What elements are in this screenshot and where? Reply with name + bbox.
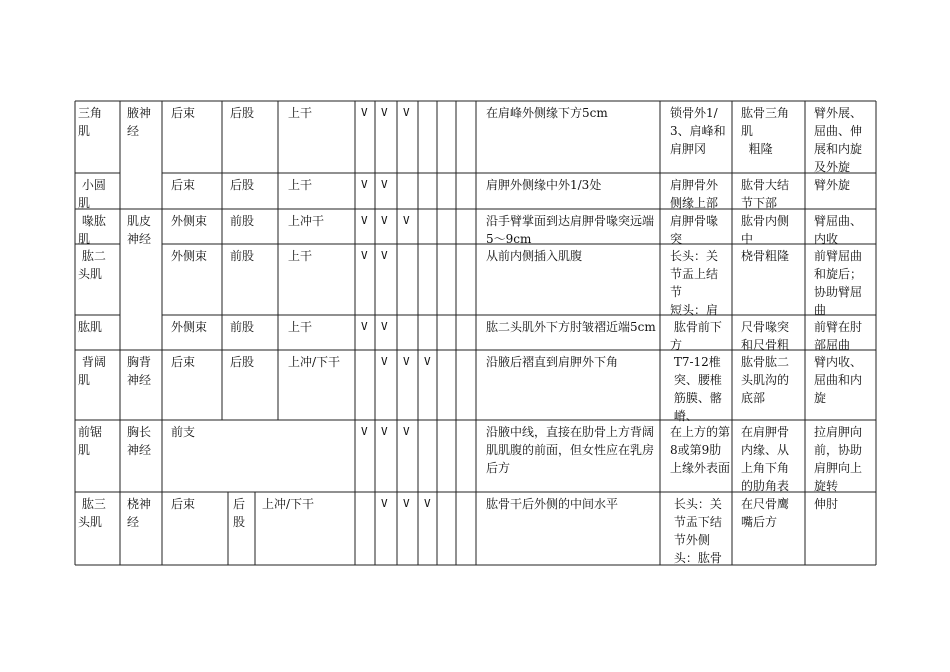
- cell-cord: 后束: [171, 178, 196, 192]
- check-mark: V: [403, 106, 410, 119]
- cell-nerve: 腋神 经: [127, 106, 152, 138]
- cell-origin: 长头：关 节盂下结 节外侧 头：肱骨: [673, 497, 722, 565]
- cell-action: 臂外展、 屈曲、伸 展和内旋 及外旋: [814, 106, 863, 174]
- check-mark: V: [381, 355, 388, 368]
- cell-action: 臂外旋: [814, 178, 851, 192]
- cell-division: 前股: [230, 214, 255, 228]
- cell-location: 肱二头肌外下方肘皱褶近端5cm: [486, 320, 656, 334]
- cell-cord: 前支: [171, 425, 196, 439]
- cell-nerve: 胸背 神经: [127, 355, 152, 387]
- cell-division: 后股: [230, 355, 255, 369]
- check-mark: V: [403, 355, 410, 368]
- cell-action: 拉肩胛向 前，协助 肩胛向上 旋转: [814, 425, 863, 493]
- cell-insertion: 肱骨大结 节下部: [741, 178, 790, 210]
- check-mark: V: [424, 497, 431, 510]
- cell-action: 臂内收、 屈曲和内 旋: [814, 355, 863, 405]
- cell-insertion: 肱骨三角 肌 粗隆: [741, 106, 790, 156]
- cell-nerve: 肌皮 神经: [127, 214, 152, 246]
- check-mark: V: [381, 249, 388, 262]
- cell-location: 肱骨干后外侧的中间水平: [486, 497, 619, 511]
- cell-trunk: 上干: [288, 178, 313, 192]
- cell-division: 前股: [230, 249, 255, 263]
- cell-trunk: 上干: [288, 249, 313, 263]
- cell-origin: 肩胛骨外 侧缘上部: [670, 178, 719, 210]
- cell-cord: 外侧束: [171, 214, 208, 228]
- cell-muscle: 肱二 头肌: [78, 249, 106, 281]
- cell-division: 前股: [230, 320, 255, 334]
- check-mark: V: [381, 178, 388, 191]
- cell-nerve: 桡神 经: [127, 497, 152, 529]
- cell-insertion: 在肩胛骨 内缘、从 上角下角 的肋角表: [741, 425, 790, 493]
- cell-division: 后股: [230, 178, 255, 192]
- cell-cord: 后束: [171, 106, 196, 120]
- cell-insertion: 肱骨肱二 头肌沟的 底部: [741, 355, 790, 405]
- cell-cord: 外侧束: [171, 320, 208, 334]
- cell-cord: 外侧束: [171, 249, 208, 263]
- cell-muscle: 三角 肌: [78, 106, 103, 138]
- check-mark: V: [424, 355, 431, 368]
- check-mark: V: [381, 497, 388, 510]
- cell-origin: 在上方的第 8或第9肋 上缘外表面: [670, 425, 731, 475]
- cell-location: 肩胛外侧缘中外1/3处: [486, 178, 602, 192]
- check-mark: V: [403, 214, 410, 227]
- cell-trunk: 上冲干: [288, 214, 325, 228]
- cell-action: 臂屈曲、 内收: [814, 214, 863, 246]
- cell-muscle: 喙肱 肌: [78, 214, 106, 246]
- cell-trunk: 上冲/下干: [262, 497, 315, 511]
- cell-location: 沿手臂掌面到达肩胛骨喙突远端 5～9cm: [486, 214, 655, 246]
- cell-muscle: 肱肌: [78, 320, 103, 334]
- check-mark: V: [361, 178, 368, 191]
- cell-muscle: 肱三 头肌: [78, 497, 106, 529]
- cell-insertion: 肱骨内侧 中: [741, 214, 790, 246]
- cell-action: 伸肘: [814, 497, 839, 511]
- check-mark: V: [403, 425, 410, 438]
- cell-muscle: 前锯 肌: [78, 425, 103, 457]
- cell-location: 沿腋中线，直接在肋骨上方背阔 肌肌腹的前面，但女性应在乳房 后方: [486, 425, 655, 475]
- check-mark: V: [381, 214, 388, 227]
- cell-location: 从前内侧插入肌腹: [486, 249, 583, 263]
- cell-cord: 后束: [171, 355, 196, 369]
- cell-origin: T7-12椎 突、腰椎 筋膜、髂 嵴、: [673, 355, 722, 423]
- cell-origin: 锁骨外1/ 3、肩峰和 肩胛冈: [670, 106, 726, 156]
- cell-muscle: 小圆 肌: [78, 178, 106, 210]
- check-mark: V: [361, 320, 368, 333]
- cell-origin: 肱骨前下 方: [670, 320, 722, 352]
- cell-nerve: 胸长 神经: [127, 425, 152, 457]
- cell-trunk: 上干: [288, 106, 313, 120]
- cell-location: 沿腋后褶直到肩胛外下角: [486, 355, 619, 369]
- cell-insertion: 桡骨粗隆: [741, 249, 790, 263]
- check-mark: V: [361, 249, 368, 262]
- check-mark: V: [361, 425, 368, 438]
- cell-division: 后股: [230, 106, 255, 120]
- cell-insertion: 在尺骨鹰 嘴后方: [741, 497, 790, 529]
- cell-origin: 肩胛骨喙 突: [670, 214, 719, 246]
- check-mark: V: [381, 106, 388, 119]
- check-mark: V: [361, 214, 368, 227]
- cell-action: 前臂屈曲 和旋后； 协助臂屈 曲: [814, 249, 863, 317]
- cell-origin: 长头：关 节盂上结 节 短头：肩: [670, 249, 719, 317]
- cell-trunk: 上冲/下干: [288, 355, 341, 369]
- check-mark: V: [381, 425, 388, 438]
- cell-trunk: 上干: [288, 320, 313, 334]
- cell-cord: 后束: [171, 497, 196, 511]
- check-mark: V: [403, 497, 410, 510]
- check-mark: V: [381, 320, 388, 333]
- cell-muscle: 背阔 肌: [78, 355, 106, 387]
- check-mark: V: [361, 106, 368, 119]
- cell-action: 前臂在肘 部屈曲: [814, 320, 863, 352]
- cell-division: 后 股: [233, 497, 246, 529]
- cell-insertion: 尺骨喙突 和尺骨粗: [741, 320, 790, 352]
- cell-location: 在肩峰外侧缘下方5cm: [486, 106, 608, 120]
